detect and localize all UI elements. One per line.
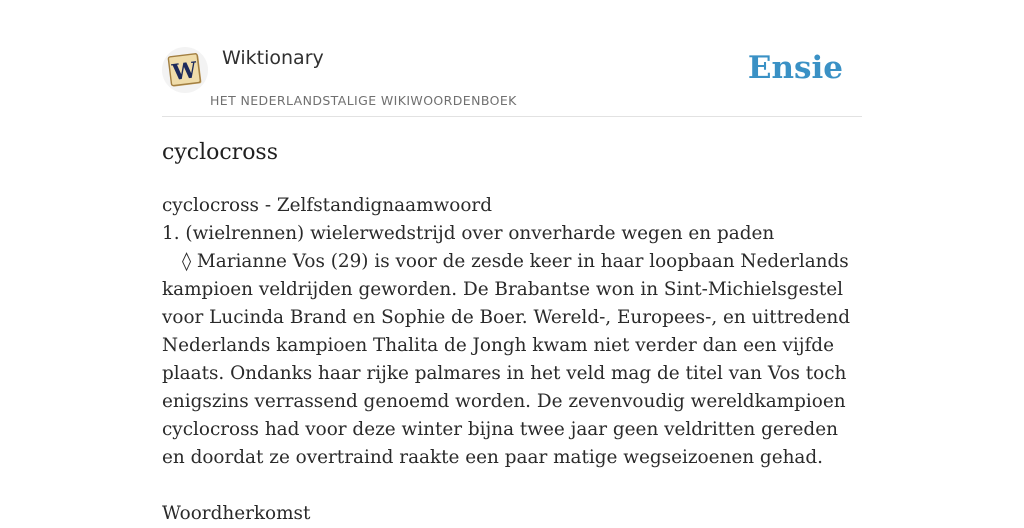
entry-title: cyclocross	[162, 140, 279, 165]
site-header	[162, 44, 862, 117]
definition-item: 1. (wielrennen) wielerwedstrijd over onverharde wegen en paden	[162, 223, 775, 244]
entry-content	[162, 192, 864, 528]
logo-letter: W	[170, 57, 199, 87]
example-sentence: ◊ Marianne Vos (29) is voor de zesde keer in haar loopbaan Nederlands kampioen veldrijden geworden. De Brabantse won in Sint-Michielsgestel voor Lucinda Brand en Sophie de Boer. Wereld-, Europees-, en uittredend Nederlands kampioen Thalita de Jongh kwam niet verder dan een vijfde plaats. Ondanks haar rijke palmares in het veld mag de titel van Vos toch enigszins verrassend genoemd worden. De zevenvoudig wereldkampioen cyclocross had voor deze winter bijna twee jaar geen veldritten gereden en doordat ze overtraind raakte een paar matige wegseizoenen gehad.	[162, 251, 851, 468]
ensie-brand-link[interactable]: Ensie	[747, 50, 843, 86]
part-of-speech-line: cyclocross - Zelfstandignaamwoord	[162, 195, 492, 216]
site-subtitle: HET NEDERLANDSTALIGE WIKIWOORDENBOEK	[210, 93, 517, 108]
section-heading-etymology: Woordherkomst	[162, 503, 311, 524]
wiktionary-logo-icon[interactable]	[162, 47, 208, 93]
site-name[interactable]: Wiktionary	[222, 47, 324, 69]
